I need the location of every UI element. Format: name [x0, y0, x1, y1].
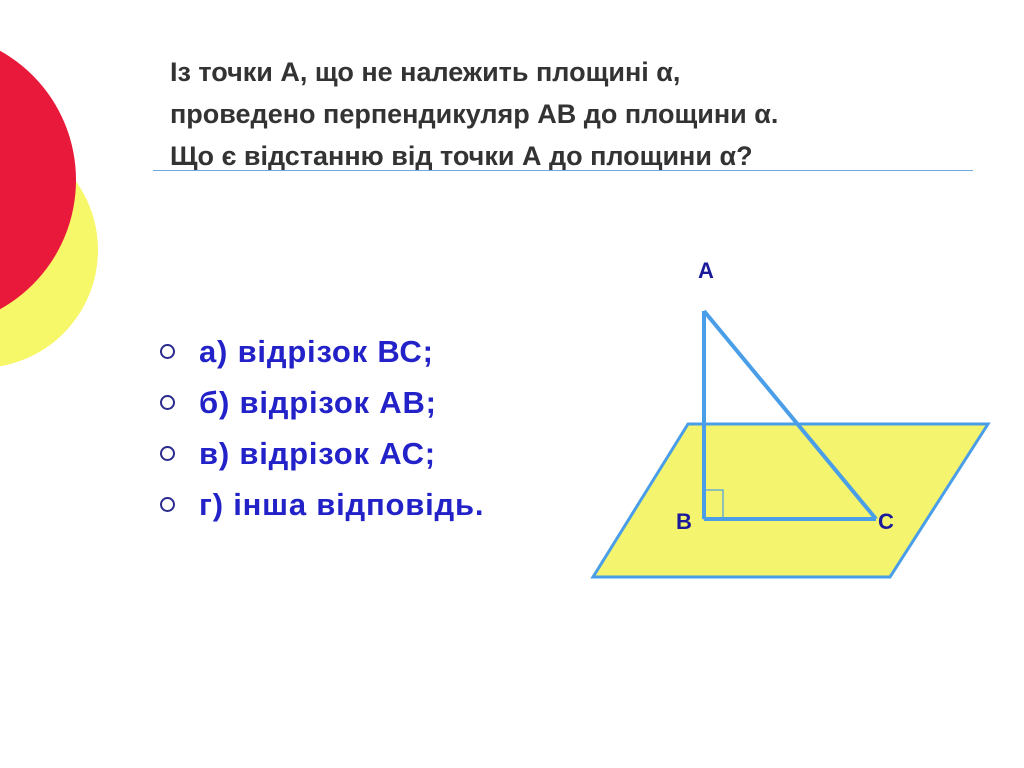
- answer-option-b[interactable]: [160, 377, 484, 428]
- circle-bullet-icon: [160, 497, 175, 512]
- question-line-2: проведено перпендикуляр АВ до площини α.: [170, 99, 779, 129]
- answer-option-d[interactable]: [160, 479, 484, 530]
- answer-option-label: б) відрізок АВ;: [199, 384, 437, 420]
- question-line-3: Що є відстанню від точки А до площини α?: [170, 141, 753, 171]
- answer-option-c[interactable]: [160, 428, 484, 479]
- answer-option-label: а) відрізок ВС;: [199, 333, 434, 369]
- decorative-circles: [0, 0, 120, 420]
- question-title: [170, 51, 990, 177]
- answer-options-list: [160, 326, 484, 530]
- title-underline: [153, 170, 973, 171]
- question-line-1: Із точки А, що не належить площині α,: [170, 57, 681, 87]
- answer-option-label: г) інша відповідь.: [199, 486, 485, 522]
- answer-option-label: в) відрізок АС;: [199, 435, 436, 471]
- circle-bullet-icon: [160, 344, 175, 359]
- point-a-label: A: [698, 258, 714, 283]
- geometry-figure: [580, 250, 1000, 590]
- circle-bullet-icon: [160, 446, 175, 461]
- plane-alpha: [593, 424, 988, 577]
- point-b-label: B: [676, 509, 692, 534]
- answer-option-a[interactable]: [160, 326, 484, 377]
- circle-bullet-icon: [160, 395, 175, 410]
- point-c-label: C: [878, 509, 894, 534]
